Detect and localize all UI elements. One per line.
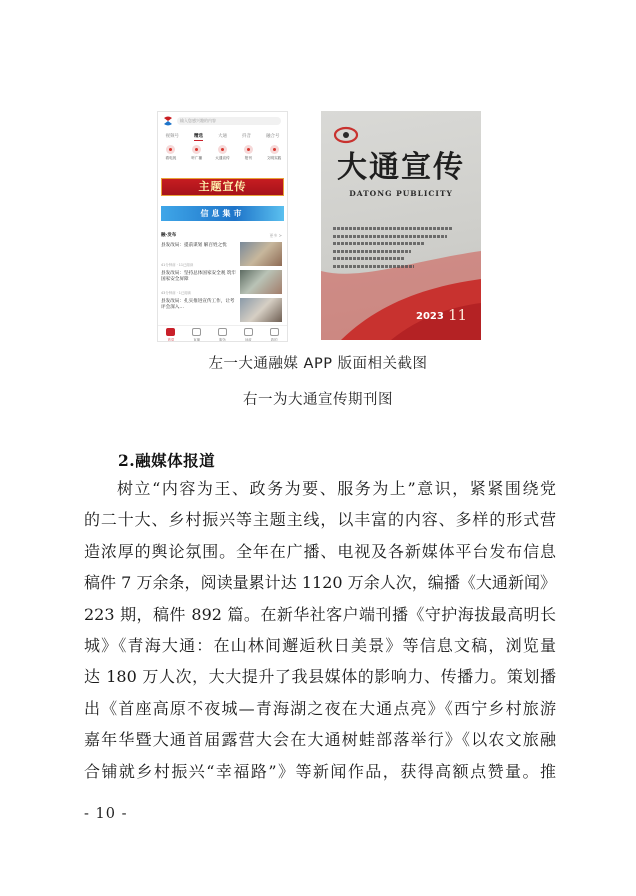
magazine-title: 大通宣传 — [337, 150, 465, 185]
paragraph-line: 树立“内容为王、政务为要、服务为上”意识，紧紧围绕党 — [117, 479, 556, 498]
news-item[interactable] — [161, 241, 284, 267]
news-section-title: 融·发布 — [161, 233, 177, 238]
app-logo-icon — [162, 115, 174, 127]
ask-icon — [244, 328, 253, 336]
news-section-header — [161, 232, 284, 240]
news-item[interactable] — [161, 269, 284, 295]
news-item-title: 县发改局：坚持总体国家安全观 筑牢国家安全屏障 — [161, 271, 236, 283]
home-icon — [166, 328, 175, 336]
page-number: - 10 - — [84, 806, 128, 822]
magazine-cover — [321, 111, 481, 340]
app-tab[interactable]: 视频号 — [165, 134, 179, 139]
news-item-title: 县发改局：提前谋划 解百姓之忧 — [161, 243, 227, 248]
nav-label: 首页 — [167, 338, 175, 342]
nav-me[interactable] — [264, 326, 284, 342]
section-body — [84, 473, 556, 787]
news-item[interactable] — [161, 297, 284, 323]
app-shortcut-label: 听广播 — [191, 156, 203, 160]
app-tab[interactable]: 融合号 — [266, 134, 280, 139]
app-search-input[interactable]: 输入您感兴趣的内容 — [177, 117, 281, 125]
news-more-link[interactable]: 更多 > — [269, 233, 282, 238]
magazine-issue: 11 — [448, 306, 468, 324]
app-shortcut-label: 文明实践 — [266, 156, 282, 160]
user-icon — [270, 328, 279, 336]
app-shortcut-row — [158, 145, 287, 167]
app-shortcut[interactable] — [161, 145, 181, 167]
service-icon — [218, 328, 227, 336]
paragraph-line: 城》《青海大通：在山林间邂逅秋日美景》等信息文稿，浏览量 — [84, 635, 556, 655]
nav-ask[interactable] — [238, 326, 258, 342]
news-item-meta: 43分钟前 · 1已阅读 — [161, 291, 192, 295]
news-item-thumbnail — [240, 270, 282, 294]
app-tab-active[interactable]: 精选 — [194, 134, 203, 139]
app-tab[interactable]: 大通 — [218, 134, 227, 139]
paragraph-line: 嘉年华暨大通首届露营大会在大通树蛙部落举行》《以农文旅融 — [84, 730, 556, 750]
news-item-title: 县发改局：扎实推进宣传工作，让考评会深入… — [161, 299, 235, 311]
nav-home[interactable] — [161, 326, 181, 342]
nav-service[interactable] — [212, 326, 232, 342]
nav-label: 我的 — [270, 338, 278, 342]
paragraph-line: 造浓厚的舆论氛围。全年在广播、电视及各新媒体平台发布信息 — [84, 541, 556, 561]
magazine-logo-icon — [333, 125, 359, 145]
magazine-subtitle: DATONG PUBLICITY — [349, 189, 453, 198]
magazine-year: 2023 — [416, 311, 444, 322]
figure-caption-line-2: 右一为大通宣传期刊图 — [243, 392, 393, 408]
civilization-icon — [270, 145, 279, 154]
live-icon — [192, 328, 201, 336]
paragraph-line: 的二十大、乡村振兴等主题主线，以丰富的内容、多样的形式营 — [84, 510, 556, 530]
figure-caption-line-1: 左一大通融媒 APP 版面相关截图 — [208, 356, 428, 372]
paragraph-line: 稿件 7 万余条，阅读量累计达 1120 万余人次，编播《大通新闻》 — [84, 573, 556, 593]
nav-label: 直播 — [193, 338, 201, 342]
app-header — [158, 112, 287, 130]
nav-live[interactable] — [187, 326, 207, 342]
paragraph-line: 合铺就乡村振兴“幸福路”》等新闻作品，获得高额点赞量。推 — [84, 761, 556, 781]
news-item-meta: 41分钟前 · 11已阅读 — [161, 263, 194, 267]
app-tabs — [158, 132, 287, 141]
app-shortcut-label: 看电视 — [165, 156, 177, 160]
paragraph-line: 223 期，稿件 892 篇。在新华社客户端刊播《守护海拔最高明长 — [84, 604, 556, 624]
app-shortcut-label: 大通宣传 — [215, 156, 230, 160]
paragraph-line: 达 180 万人次，大大提升了我县媒体的影响力、传播力。策划播 — [84, 667, 556, 687]
nav-label: 服务 — [219, 338, 226, 342]
app-shortcut-label: 报刊 — [244, 156, 252, 160]
app-bottom-nav — [158, 325, 287, 342]
app-shortcut[interactable] — [187, 145, 207, 167]
newspaper-icon — [244, 145, 253, 154]
info-market-banner[interactable]: 信息集市 — [161, 206, 284, 221]
app-shortcut[interactable] — [238, 145, 258, 167]
app-shortcut[interactable] — [264, 145, 284, 167]
news-item-thumbnail — [240, 298, 282, 322]
section-heading: 2.融媒体报道 — [118, 451, 216, 470]
news-item-thumbnail — [240, 242, 282, 266]
tv-icon — [166, 145, 175, 154]
app-screenshot — [157, 111, 288, 342]
theme-banner[interactable]: 主题宣传 — [161, 178, 284, 196]
radio-icon — [192, 145, 201, 154]
paragraph-line: 出《首座高原不夜城—青海湖之夜在大通点亮》《西宁乡村旅游 — [84, 698, 556, 718]
app-tab[interactable]: 抖音 — [242, 134, 251, 139]
magazine-contents — [333, 227, 463, 273]
nav-label: 问政 — [244, 338, 252, 342]
publicity-icon — [218, 145, 227, 154]
app-shortcut[interactable] — [212, 145, 232, 167]
